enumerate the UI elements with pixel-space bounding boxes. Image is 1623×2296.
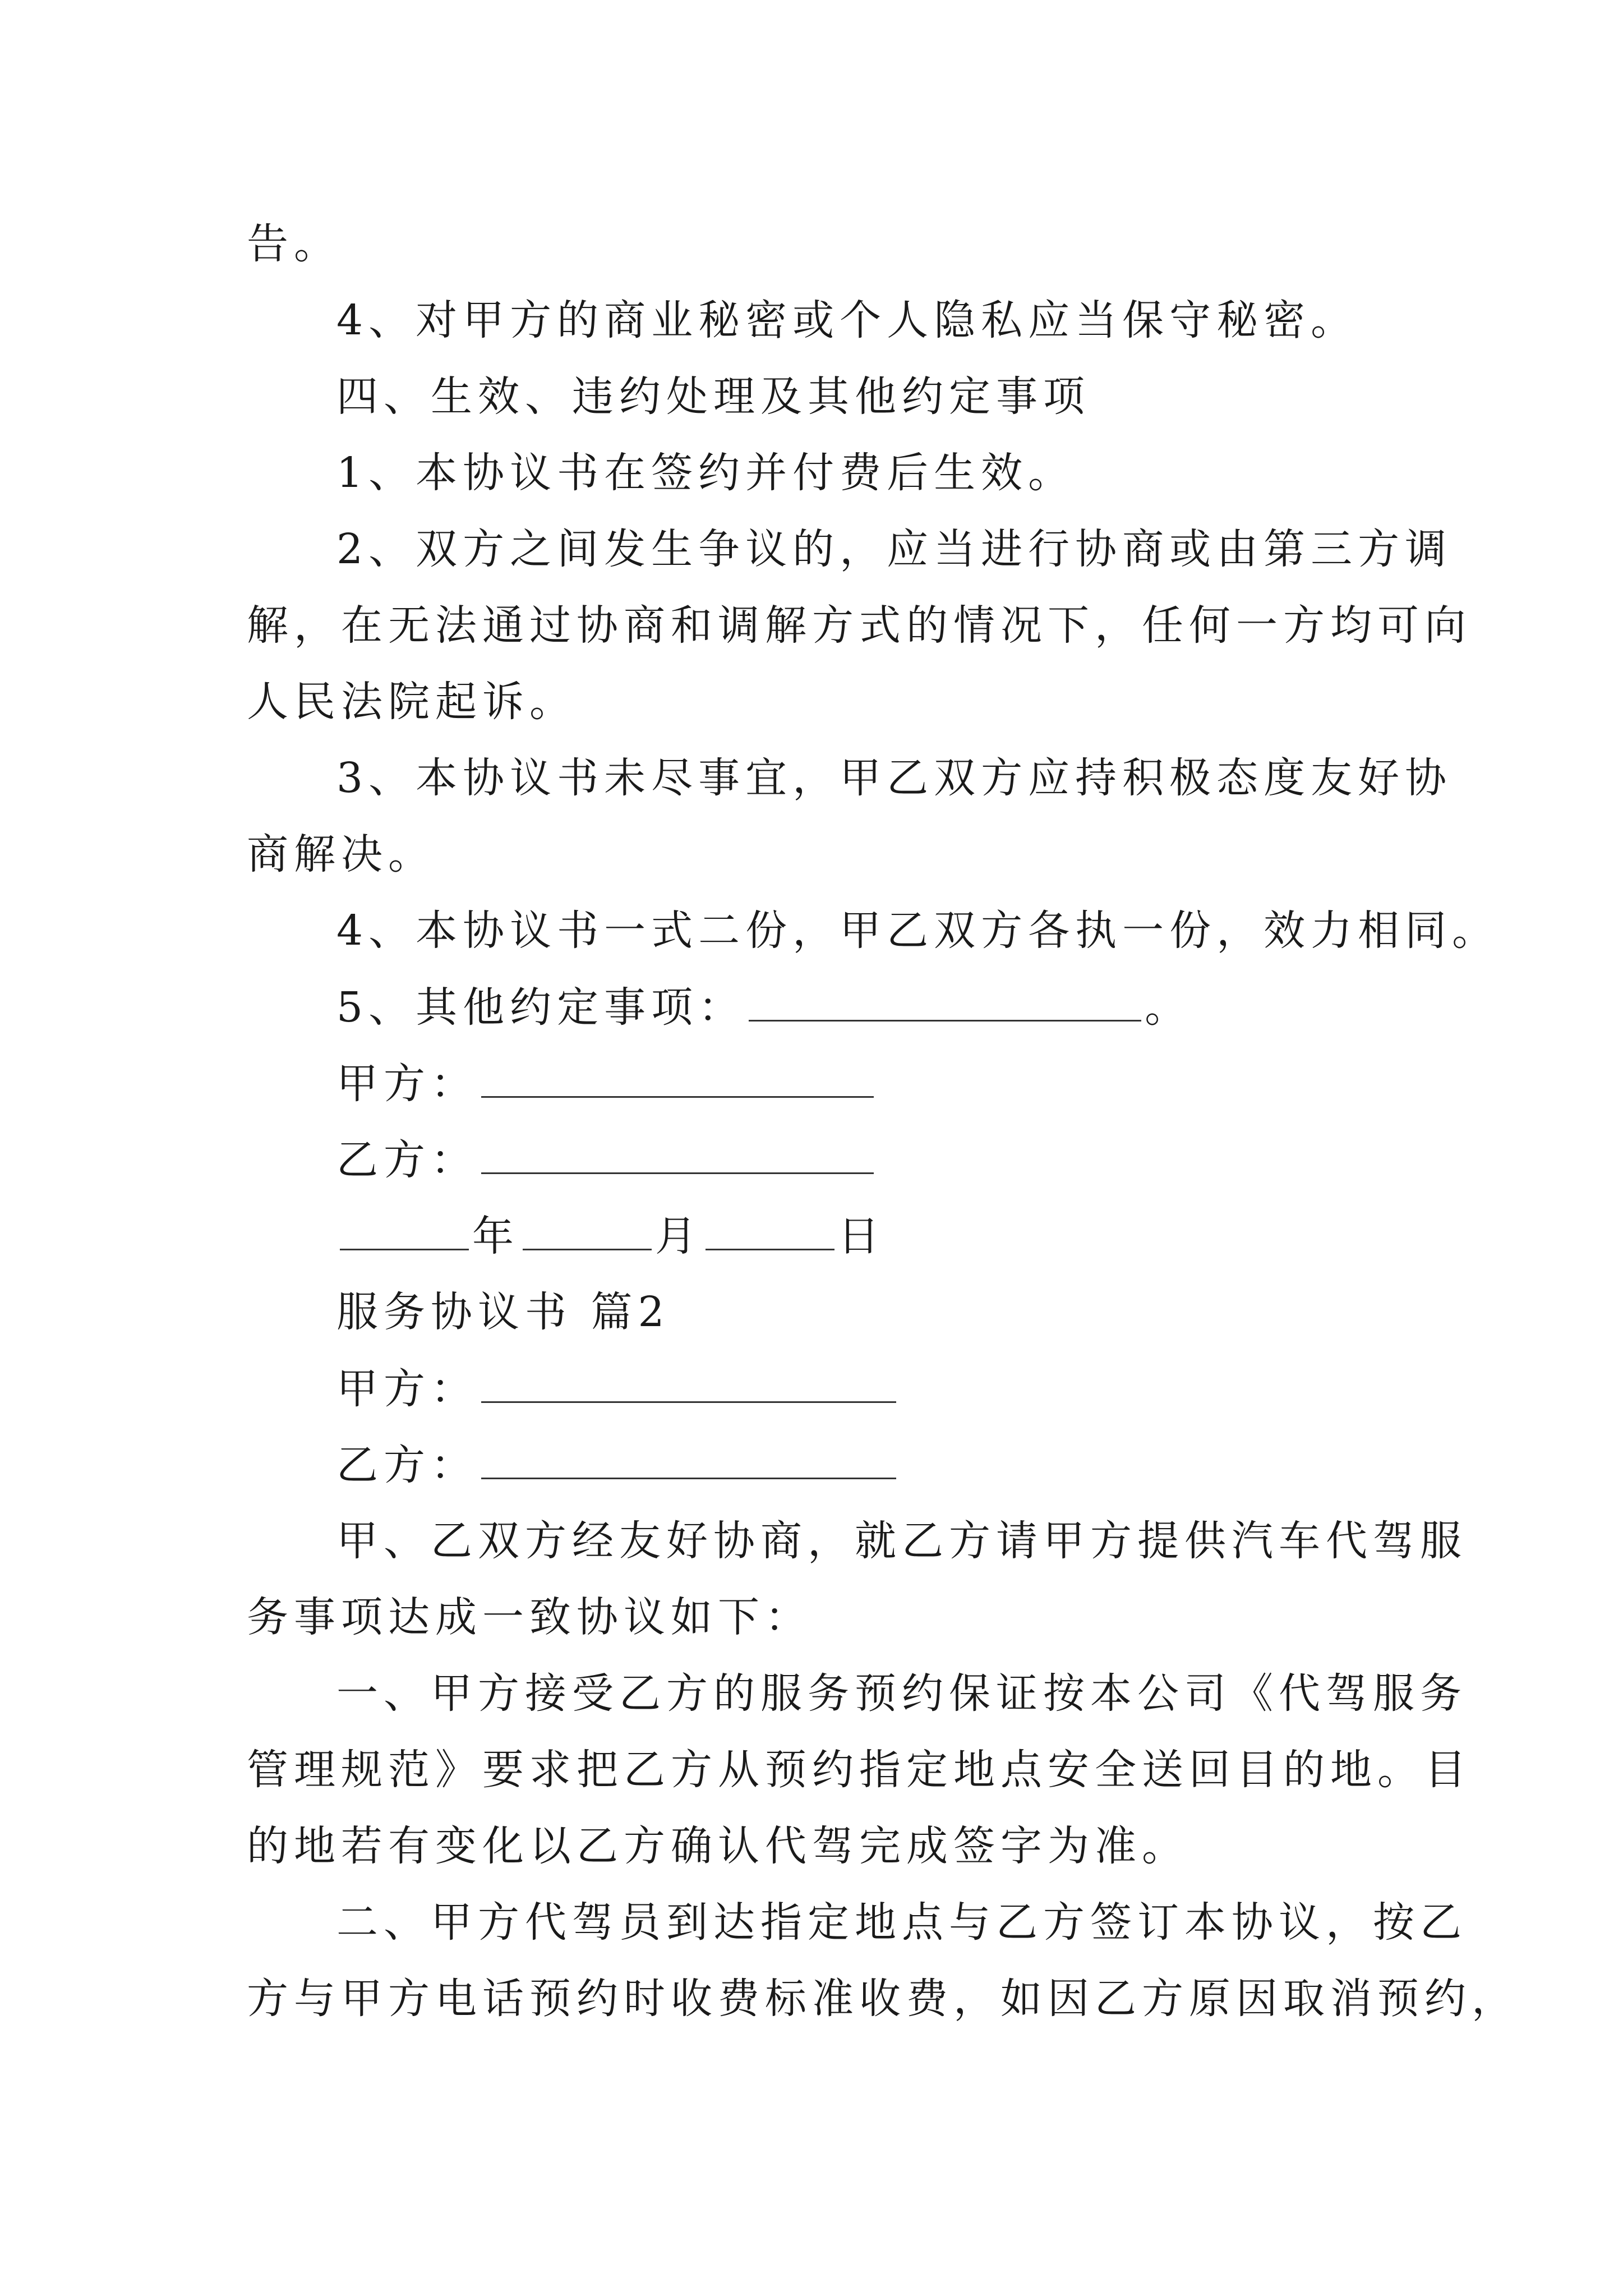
text-line: 务事项达成一致协议如下： (247, 1593, 812, 1641)
text-line: 方与甲方电话预约时收费标准收费，如因乙方原因取消预约， (247, 1975, 1519, 2023)
party-a-blank (481, 1368, 896, 1403)
month-blank (523, 1215, 652, 1250)
text-line: 3、本协议书未尽事宜，甲乙双方应持积极态度友好协 (336, 754, 1453, 802)
party-a-label: 甲方： (336, 1365, 478, 1413)
year-blank (340, 1215, 469, 1250)
text-line: 的地若有变化以乙方确认代驾完成签字为准。 (247, 1822, 1189, 1870)
party-a-signature-line (336, 1060, 877, 1108)
text-line: 4、本协议书一式二份，甲乙双方各执一份，效力相同。 (336, 907, 1500, 955)
text-line: 解，在无法通过协商和调解方式的情况下，任何一方均可向 (247, 601, 1472, 650)
party-a-blank (481, 1062, 874, 1098)
party-b-label: 乙方： (336, 1441, 478, 1489)
text-line: 甲、乙双方经友好协商，就乙方请甲方提供汽车代驾服 (336, 1517, 1467, 1565)
text-line: 商解决。 (247, 830, 435, 878)
text-line: 告。 (247, 220, 341, 268)
date-line (336, 1212, 885, 1260)
other-matters-label: 5、其他约定事项： (336, 983, 746, 1032)
party-b-blank (481, 1139, 874, 1174)
day-label: 日 (838, 1212, 885, 1260)
month-label: 月 (655, 1212, 702, 1260)
text-line: 一、甲方接受乙方的服务预约保证按本公司《代驾服务 (336, 1669, 1467, 1718)
text-line: 4、对甲方的商业秘密或个人隐私应当保守秘密。 (336, 296, 1358, 344)
section-title: 服务协议书 篇2 (336, 1288, 670, 1336)
party-b-signature-line-2 (336, 1441, 900, 1489)
party-b-blank (481, 1444, 896, 1479)
party-b-signature-line (336, 1136, 877, 1184)
party-b-label: 乙方： (336, 1136, 478, 1184)
text-line: 管理规范》要求把乙方从预约指定地点安全送回目的地。目 (247, 1746, 1472, 1794)
section-heading: 四、生效、违约处理及其他约定事项 (336, 372, 1090, 421)
party-a-label: 甲方： (336, 1060, 478, 1108)
text-line: 人民法院起诉。 (247, 678, 577, 726)
text-line: 1、本协议书在签约并付费后生效。 (336, 449, 1076, 497)
other-matters-line (336, 983, 1192, 1032)
other-matters-end: 。 (1145, 983, 1192, 1032)
party-a-signature-line-2 (336, 1365, 900, 1413)
other-matters-blank (749, 986, 1141, 1022)
day-blank (706, 1215, 834, 1250)
year-label: 年 (472, 1212, 519, 1260)
text-line: 2、双方之间发生争议的，应当进行协商或由第三方调 (336, 525, 1453, 573)
text-line: 二、甲方代驾员到达指定地点与乙方签订本协议，按乙 (336, 1898, 1467, 1947)
